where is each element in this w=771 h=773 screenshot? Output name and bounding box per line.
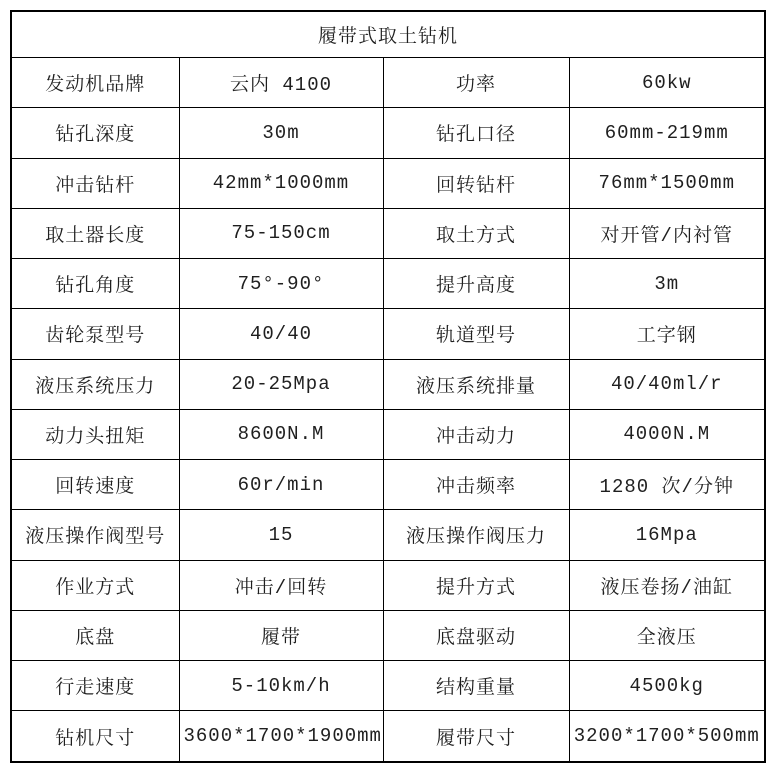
spec-value: 1280 次/分钟 bbox=[569, 460, 765, 510]
spec-label: 回转速度 bbox=[11, 460, 179, 510]
spec-label: 轨道型号 bbox=[383, 309, 569, 359]
spec-value: 3200*1700*500mm bbox=[569, 711, 765, 762]
spec-label: 底盘 bbox=[11, 610, 179, 660]
spec-label: 作业方式 bbox=[11, 560, 179, 610]
spec-value: 3m bbox=[569, 259, 765, 309]
spec-label: 提升高度 bbox=[383, 259, 569, 309]
spec-label: 钻孔角度 bbox=[11, 259, 179, 309]
table-row bbox=[11, 359, 765, 409]
spec-label: 提升方式 bbox=[383, 560, 569, 610]
spec-value: 42mm*1000mm bbox=[179, 158, 383, 208]
spec-value: 工字钢 bbox=[569, 309, 765, 359]
spec-value: 对开管/内衬管 bbox=[569, 208, 765, 258]
spec-label: 齿轮泵型号 bbox=[11, 309, 179, 359]
table-row bbox=[11, 409, 765, 459]
table-row bbox=[11, 309, 765, 359]
table-row bbox=[11, 208, 765, 258]
spec-label: 冲击动力 bbox=[383, 409, 569, 459]
spec-value: 5-10km/h bbox=[179, 661, 383, 711]
spec-value: 冲击/回转 bbox=[179, 560, 383, 610]
spec-value: 76mm*1500mm bbox=[569, 158, 765, 208]
spec-value: 16Mpa bbox=[569, 510, 765, 560]
spec-label: 取土器长度 bbox=[11, 208, 179, 258]
spec-label: 履带尺寸 bbox=[383, 711, 569, 762]
spec-value: 60kw bbox=[569, 58, 765, 108]
table-title-row bbox=[11, 11, 765, 58]
spec-label: 钻机尺寸 bbox=[11, 711, 179, 762]
spec-label: 功率 bbox=[383, 58, 569, 108]
spec-label: 液压系统排量 bbox=[383, 359, 569, 409]
table-row bbox=[11, 610, 765, 660]
spec-label: 冲击钻杆 bbox=[11, 158, 179, 208]
spec-value: 云内 4100 bbox=[179, 58, 383, 108]
spec-label: 动力头扭矩 bbox=[11, 409, 179, 459]
spec-value: 75°-90° bbox=[179, 259, 383, 309]
spec-value: 40/40 bbox=[179, 309, 383, 359]
spec-value: 全液压 bbox=[569, 610, 765, 660]
spec-label: 冲击频率 bbox=[383, 460, 569, 510]
table-row bbox=[11, 58, 765, 108]
spec-label: 液压系统压力 bbox=[11, 359, 179, 409]
spec-value: 履带 bbox=[179, 610, 383, 660]
spec-table bbox=[10, 10, 766, 763]
spec-value: 60r/min bbox=[179, 460, 383, 510]
spec-label: 结构重量 bbox=[383, 661, 569, 711]
spec-value: 60mm-219mm bbox=[569, 108, 765, 158]
table-row bbox=[11, 661, 765, 711]
spec-label: 行走速度 bbox=[11, 661, 179, 711]
spec-value: 3600*1700*1900mm bbox=[179, 711, 383, 762]
spec-value: 8600N.M bbox=[179, 409, 383, 459]
spec-label: 取土方式 bbox=[383, 208, 569, 258]
table-row bbox=[11, 510, 765, 560]
spec-label: 回转钻杆 bbox=[383, 158, 569, 208]
spec-label: 钻孔深度 bbox=[11, 108, 179, 158]
table-row bbox=[11, 158, 765, 208]
spec-label: 底盘驱动 bbox=[383, 610, 569, 660]
spec-value: 75-150cm bbox=[179, 208, 383, 258]
table-row bbox=[11, 259, 765, 309]
spec-value: 15 bbox=[179, 510, 383, 560]
spec-label: 钻孔口径 bbox=[383, 108, 569, 158]
spec-value: 液压卷扬/油缸 bbox=[569, 560, 765, 610]
spec-value: 4000N.M bbox=[569, 409, 765, 459]
table-row bbox=[11, 560, 765, 610]
spec-label: 液压操作阀压力 bbox=[383, 510, 569, 560]
table-row bbox=[11, 108, 765, 158]
spec-label: 液压操作阀型号 bbox=[11, 510, 179, 560]
spec-value: 40/40ml/r bbox=[569, 359, 765, 409]
table-row bbox=[11, 460, 765, 510]
spec-value: 4500kg bbox=[569, 661, 765, 711]
spec-value: 20-25Mpa bbox=[179, 359, 383, 409]
table-title: 履带式取土钻机 bbox=[11, 11, 765, 58]
table-row bbox=[11, 711, 765, 762]
spec-value: 30m bbox=[179, 108, 383, 158]
spec-label: 发动机品牌 bbox=[11, 58, 179, 108]
